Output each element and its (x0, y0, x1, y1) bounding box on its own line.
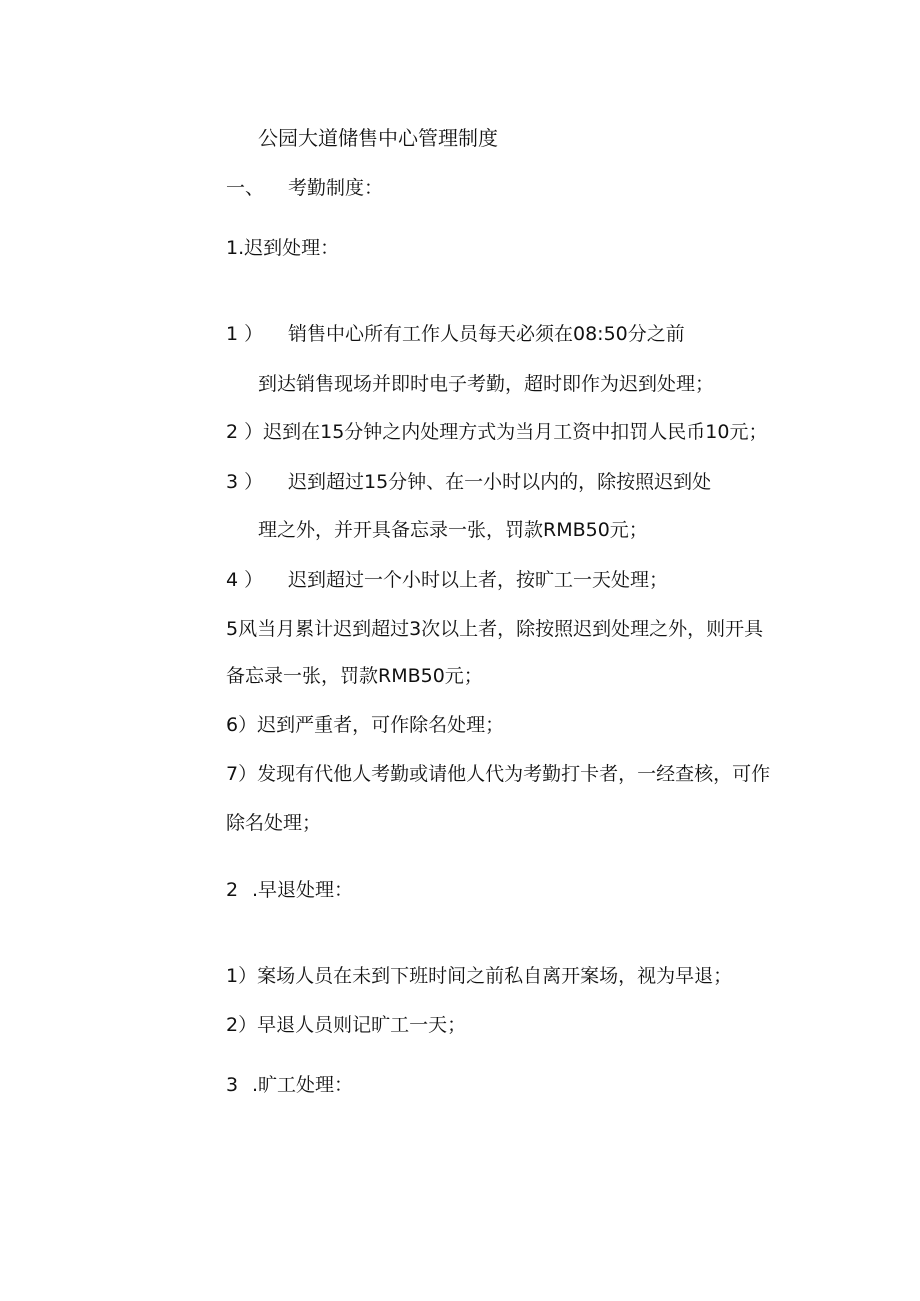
list-item-line: 7）发现有代他人考勤或请他人代为考勤打卡者，一经查核，可作 (226, 763, 771, 785)
list-item-line: 5风当月累计迟到超过3次以上者，除按照迟到处理之外，则开具 (226, 618, 764, 640)
subsection-number: 2 (226, 879, 239, 901)
subsection-number: 3 (226, 1074, 239, 1096)
section-number: 一、 (226, 177, 265, 199)
list-item-text: 销售中心所有工作人员每天必须在08:50分之前 (288, 323, 685, 345)
list-item-line: 除名处理； (226, 812, 322, 834)
subsection-heading-late: 1.迟到处理： (226, 237, 340, 259)
list-item-line: 备忘录一张，罚款RMB50元； (226, 665, 483, 687)
list-item: 2）早退人员则记旷工一天； (226, 1014, 467, 1036)
list-item-continuation: 理之外，并开具备忘录一张，罚款RMB50元； (258, 519, 648, 541)
document-title: 公园大道储售中心管理制度 (258, 126, 498, 150)
list-item-number: 4 ） (226, 569, 264, 591)
list-item: 1）案场人员在未到下班时间之前私自离开案场，视为早退； (226, 965, 733, 987)
list-item: 2 ）迟到在15分钟之内处理方式为当月工资中扣罚人民币10元； (226, 421, 768, 443)
list-item-number: 3 ） (226, 471, 264, 493)
list-item-text: 迟到超过一个小时以上者，按旷工一天处理； (288, 569, 669, 591)
list-item-text: 迟到超过15分钟、在一小时以内的，除按照迟到处 (288, 471, 712, 493)
subsection-heading-early-leave: .早退处理： (252, 879, 354, 901)
subsection-heading-absence: .旷工处理： (252, 1074, 354, 1096)
list-item-number: 1 ） (226, 323, 264, 345)
section-heading: 考勤制度： (288, 177, 384, 199)
list-item: 6）迟到严重者，可作除名处理； (226, 714, 505, 736)
list-item-continuation: 到达销售现场并即时电子考勤，超时即作为迟到处理； (258, 373, 715, 395)
